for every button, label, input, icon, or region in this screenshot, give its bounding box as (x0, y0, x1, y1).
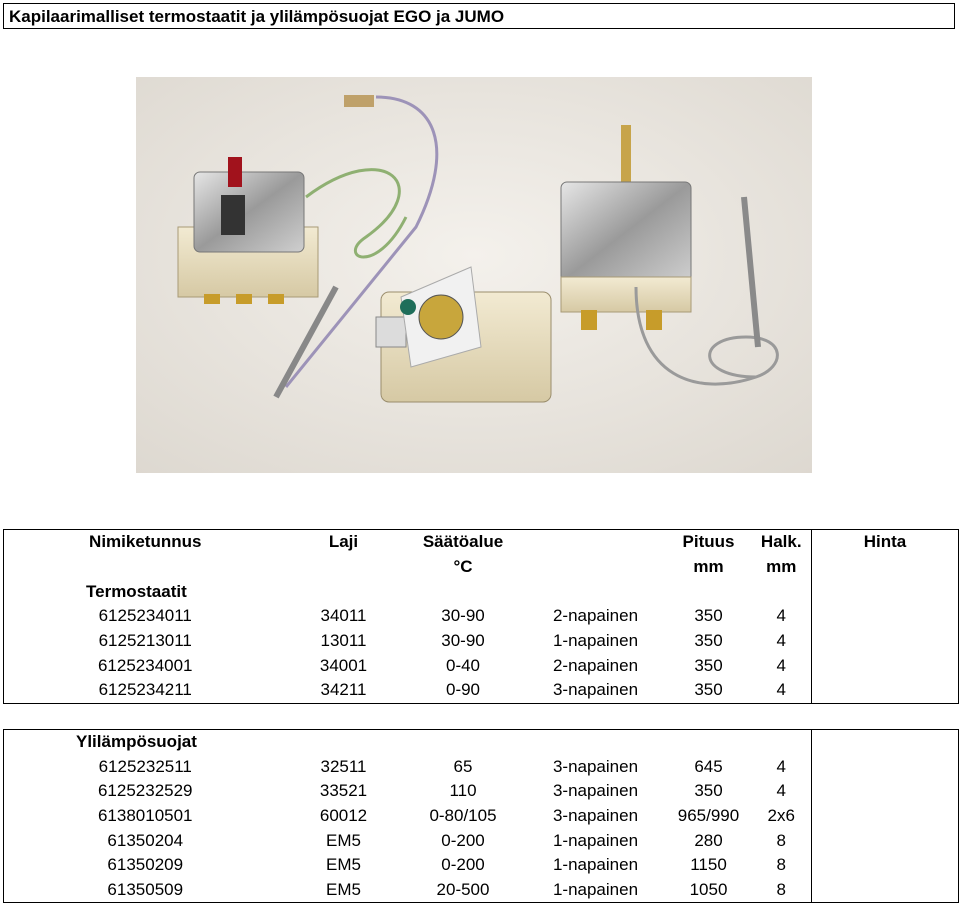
table-row: 61350209 EM5 0-200 1-napainen 1150 8 (4, 853, 959, 878)
header-laji: Laji (287, 530, 401, 555)
header-halk-unit: mm (766, 557, 797, 577)
section-title-ylilampo: Ylilämpösuojat (4, 729, 287, 754)
table-row: 6125234011 34011 30-90 2-napainen 350 4 (4, 604, 959, 629)
table-row: 6138010501 60012 0-80/105 3-napainen 965/990 2x6 (4, 804, 959, 829)
header-pituus: Pituus (666, 530, 752, 555)
header-hinta: Hinta (812, 530, 959, 555)
section-title-termostaatit: Termostaatit (4, 579, 287, 604)
table-row: 6125234211 34211 0-90 3-napainen 350 4 (4, 678, 959, 703)
header-halk: Halk. (752, 530, 812, 555)
product-table (3, 529, 959, 903)
header-saatoalue: Säätöalue (401, 530, 526, 555)
product-photo (136, 77, 812, 473)
header-saato-unit: °C (453, 557, 473, 577)
header-pituus-unit: mm (693, 557, 724, 577)
header-nimiketunnus: Nimiketunnus (4, 530, 287, 555)
table-row: 61350509 EM5 20-500 1-napainen 1050 8 (4, 878, 959, 903)
header-empty (526, 530, 666, 555)
table-row: 61350204 EM5 0-200 1-napainen 280 8 (4, 828, 959, 853)
table-row: 6125234001 34001 0-40 2-napainen 350 4 (4, 653, 959, 678)
table-row: 6125232529 33521 110 3-napainen 350 4 (4, 779, 959, 804)
table-row: 6125213011 13011 30-90 1-napainen 350 4 (4, 629, 959, 654)
page-title: Kapilaarimalliset termostaatit ja ylilämpösuojat EGO ja JUMO (9, 7, 505, 26)
title-box (3, 3, 955, 29)
table-row: 6125232511 32511 65 3-napainen 645 4 (4, 754, 959, 779)
